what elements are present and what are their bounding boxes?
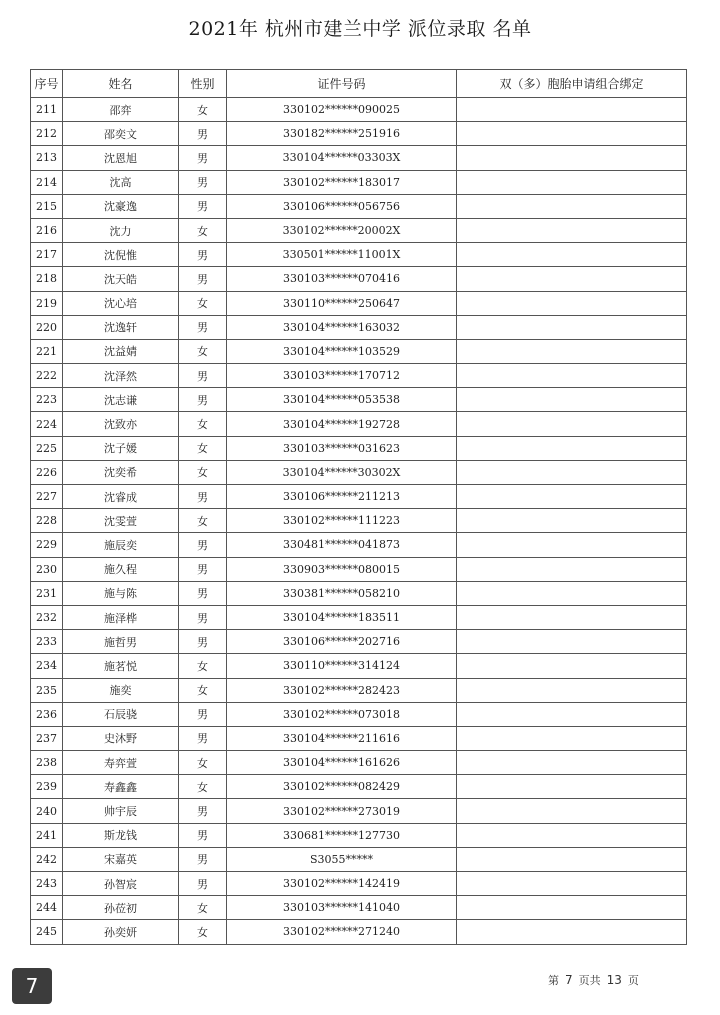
row-gender: 男	[179, 605, 227, 629]
row-gender: 男	[179, 726, 227, 750]
row-name: 施哲男	[63, 630, 179, 654]
row-index: 230	[31, 557, 63, 581]
table-row	[31, 509, 687, 533]
row-twin-binding	[457, 267, 687, 291]
row-index: 227	[31, 485, 63, 509]
row-index: 223	[31, 388, 63, 412]
row-gender: 男	[179, 315, 227, 339]
row-index: 234	[31, 654, 63, 678]
row-name: 史沐野	[63, 726, 179, 750]
row-gender: 女	[179, 509, 227, 533]
row-twin-binding	[457, 509, 687, 533]
row-twin-binding	[457, 485, 687, 509]
row-twin-binding	[457, 581, 687, 605]
row-name: 施辰奕	[63, 533, 179, 557]
row-gender: 男	[179, 533, 227, 557]
row-gender: 男	[179, 557, 227, 581]
row-gender: 女	[179, 291, 227, 315]
table-row	[31, 146, 687, 170]
table-row	[31, 557, 687, 581]
row-twin-binding	[457, 436, 687, 460]
table-row	[31, 267, 687, 291]
row-index: 225	[31, 436, 63, 460]
row-twin-binding	[457, 291, 687, 315]
row-index: 228	[31, 509, 63, 533]
row-twin-binding	[457, 896, 687, 920]
header-id-number: 证件号码	[227, 70, 457, 98]
row-id-number: 330481******041873	[227, 533, 457, 557]
table-row	[31, 775, 687, 799]
row-twin-binding	[457, 654, 687, 678]
row-twin-binding	[457, 460, 687, 484]
row-gender: 男	[179, 170, 227, 194]
row-id-number: 330106******202716	[227, 630, 457, 654]
row-index: 231	[31, 581, 63, 605]
row-twin-binding	[457, 799, 687, 823]
row-gender: 男	[179, 146, 227, 170]
row-twin-binding	[457, 702, 687, 726]
header-index: 序号	[31, 70, 63, 98]
table-row	[31, 533, 687, 557]
row-name: 施茗悦	[63, 654, 179, 678]
footer-suffix: 页	[627, 974, 639, 987]
table-row	[31, 799, 687, 823]
footer-mid: 页共	[578, 974, 601, 987]
row-index: 239	[31, 775, 63, 799]
table-row	[31, 194, 687, 218]
row-index: 245	[31, 920, 63, 944]
row-id-number: 330681******127730	[227, 823, 457, 847]
row-index: 241	[31, 823, 63, 847]
row-name: 邵奕文	[63, 122, 179, 146]
row-id-number: 330102******073018	[227, 702, 457, 726]
row-id-number: 330102******082429	[227, 775, 457, 799]
row-twin-binding	[457, 751, 687, 775]
row-twin-binding	[457, 122, 687, 146]
row-twin-binding	[457, 823, 687, 847]
table-row	[31, 460, 687, 484]
row-twin-binding	[457, 388, 687, 412]
table-row	[31, 581, 687, 605]
row-twin-binding	[457, 920, 687, 944]
row-twin-binding	[457, 364, 687, 388]
row-twin-binding	[457, 339, 687, 363]
row-name: 沈致亦	[63, 412, 179, 436]
row-name: 沈恩旭	[63, 146, 179, 170]
row-gender: 男	[179, 194, 227, 218]
row-name: 孙奕妍	[63, 920, 179, 944]
row-index: 216	[31, 218, 63, 242]
row-gender: 女	[179, 896, 227, 920]
table-row	[31, 243, 687, 267]
page-title: 2021年 杭州市建兰中学 派位录取 名单	[188, 18, 532, 40]
row-name: 石辰骁	[63, 702, 179, 726]
row-index: 237	[31, 726, 63, 750]
row-twin-binding	[457, 412, 687, 436]
row-index: 224	[31, 412, 63, 436]
table-row	[31, 678, 687, 702]
row-id-number: 330104******161626	[227, 751, 457, 775]
row-id-number: 330903******080015	[227, 557, 457, 581]
row-twin-binding	[457, 557, 687, 581]
row-id-number: 330102******142419	[227, 872, 457, 896]
row-index: 214	[31, 170, 63, 194]
row-name: 沈天皓	[63, 267, 179, 291]
row-id-number: S3055*****	[227, 847, 457, 871]
row-gender: 女	[179, 460, 227, 484]
page-badge: 7	[12, 968, 52, 1004]
row-gender: 男	[179, 485, 227, 509]
row-index: 213	[31, 146, 63, 170]
row-name: 帅宇辰	[63, 799, 179, 823]
row-gender: 女	[179, 339, 227, 363]
row-id-number: 330182******251916	[227, 122, 457, 146]
row-index: 238	[31, 751, 63, 775]
row-index: 222	[31, 364, 63, 388]
row-index: 217	[31, 243, 63, 267]
row-twin-binding	[457, 533, 687, 557]
row-name: 沈泽然	[63, 364, 179, 388]
table-row	[31, 339, 687, 363]
row-twin-binding	[457, 872, 687, 896]
row-id-number: 330102******090025	[227, 98, 457, 122]
row-name: 寿鑫鑫	[63, 775, 179, 799]
header-gender: 性别	[179, 70, 227, 98]
table-row	[31, 412, 687, 436]
table-row	[31, 170, 687, 194]
row-name: 施奕	[63, 678, 179, 702]
row-twin-binding	[457, 605, 687, 629]
row-name: 沈豪逸	[63, 194, 179, 218]
footer-prefix: 第	[548, 974, 559, 987]
row-gender: 女	[179, 920, 227, 944]
row-index: 226	[31, 460, 63, 484]
row-name: 孙莅初	[63, 896, 179, 920]
row-gender: 女	[179, 412, 227, 436]
table-row	[31, 122, 687, 146]
row-name: 邵弈	[63, 98, 179, 122]
row-id-number: 330110******314124	[227, 654, 457, 678]
table-header-row	[31, 70, 687, 98]
row-index: 236	[31, 702, 63, 726]
row-name: 沈力	[63, 218, 179, 242]
row-index: 229	[31, 533, 63, 557]
row-name: 沈逸轩	[63, 315, 179, 339]
row-name: 沈心培	[63, 291, 179, 315]
table-row	[31, 605, 687, 629]
table-row	[31, 630, 687, 654]
row-index: 233	[31, 630, 63, 654]
row-twin-binding	[457, 726, 687, 750]
table-row	[31, 702, 687, 726]
row-id-number: 330102******20002X	[227, 218, 457, 242]
row-id-number: 330102******111223	[227, 509, 457, 533]
row-index: 218	[31, 267, 63, 291]
row-twin-binding	[457, 775, 687, 799]
enrollment-table	[30, 69, 687, 945]
row-index: 212	[31, 122, 63, 146]
row-name: 斯龙钱	[63, 823, 179, 847]
row-id-number: 330104******103529	[227, 339, 457, 363]
table-row	[31, 896, 687, 920]
row-id-number: 330106******056756	[227, 194, 457, 218]
row-name: 沈雯萱	[63, 509, 179, 533]
row-twin-binding	[457, 630, 687, 654]
page-footer	[548, 972, 639, 988]
row-id-number: 330103******141040	[227, 896, 457, 920]
row-id-number: 330381******058210	[227, 581, 457, 605]
table-row	[31, 364, 687, 388]
table-row	[31, 823, 687, 847]
row-gender: 男	[179, 630, 227, 654]
row-gender: 女	[179, 218, 227, 242]
row-id-number: 330104******053538	[227, 388, 457, 412]
row-gender: 女	[179, 751, 227, 775]
row-gender: 女	[179, 98, 227, 122]
row-gender: 男	[179, 122, 227, 146]
row-gender: 女	[179, 678, 227, 702]
row-twin-binding	[457, 315, 687, 339]
table-row	[31, 436, 687, 460]
table-row	[31, 218, 687, 242]
row-twin-binding	[457, 678, 687, 702]
row-twin-binding	[457, 146, 687, 170]
table-row	[31, 654, 687, 678]
row-id-number: 330104******30302X	[227, 460, 457, 484]
table-row	[31, 98, 687, 122]
row-index: 232	[31, 605, 63, 629]
row-name: 寿弈萱	[63, 751, 179, 775]
table-row	[31, 315, 687, 339]
table-row	[31, 872, 687, 896]
row-gender: 男	[179, 823, 227, 847]
row-index: 211	[31, 98, 63, 122]
table-row	[31, 847, 687, 871]
row-id-number: 330106******211213	[227, 485, 457, 509]
row-id-number: 330501******11001X	[227, 243, 457, 267]
row-index: 240	[31, 799, 63, 823]
row-id-number: 330104******192728	[227, 412, 457, 436]
row-twin-binding	[457, 218, 687, 242]
row-name: 沈高	[63, 170, 179, 194]
row-gender: 男	[179, 872, 227, 896]
row-index: 219	[31, 291, 63, 315]
row-name: 沈奕希	[63, 460, 179, 484]
row-id-number: 330104******163032	[227, 315, 457, 339]
row-id-number: 330110******250647	[227, 291, 457, 315]
row-name: 宋嘉英	[63, 847, 179, 871]
row-gender: 男	[179, 702, 227, 726]
row-id-number: 330102******271240	[227, 920, 457, 944]
header-name: 姓名	[63, 70, 179, 98]
footer-total-pages: 13	[606, 973, 622, 987]
row-name: 孙智宸	[63, 872, 179, 896]
row-name: 沈志谦	[63, 388, 179, 412]
row-id-number: 330103******170712	[227, 364, 457, 388]
row-id-number: 330104******211616	[227, 726, 457, 750]
row-id-number: 330104******03303X	[227, 146, 457, 170]
row-name: 沈益婧	[63, 339, 179, 363]
row-id-number: 330103******031623	[227, 436, 457, 460]
header-twin-binding: 双（多）胞胎申请组合绑定	[457, 70, 687, 98]
row-twin-binding	[457, 194, 687, 218]
row-twin-binding	[457, 98, 687, 122]
row-twin-binding	[457, 170, 687, 194]
row-id-number: 330102******282423	[227, 678, 457, 702]
row-gender: 男	[179, 243, 227, 267]
row-gender: 男	[179, 388, 227, 412]
row-name: 施泽桦	[63, 605, 179, 629]
row-name: 沈子媛	[63, 436, 179, 460]
row-index: 215	[31, 194, 63, 218]
table-row	[31, 751, 687, 775]
row-name: 沈倪惟	[63, 243, 179, 267]
row-name: 施久程	[63, 557, 179, 581]
row-name: 沈睿成	[63, 485, 179, 509]
row-id-number: 330104******183511	[227, 605, 457, 629]
table-row	[31, 726, 687, 750]
row-index: 242	[31, 847, 63, 871]
row-index: 220	[31, 315, 63, 339]
row-id-number: 330102******183017	[227, 170, 457, 194]
table-row	[31, 291, 687, 315]
table-row	[31, 920, 687, 944]
row-gender: 男	[179, 799, 227, 823]
row-index: 244	[31, 896, 63, 920]
row-twin-binding	[457, 243, 687, 267]
row-gender: 男	[179, 267, 227, 291]
row-twin-binding	[457, 847, 687, 871]
row-id-number: 330102******273019	[227, 799, 457, 823]
row-gender: 男	[179, 581, 227, 605]
table-row	[31, 485, 687, 509]
row-index: 235	[31, 678, 63, 702]
table-row	[31, 388, 687, 412]
row-gender: 女	[179, 775, 227, 799]
row-gender: 女	[179, 436, 227, 460]
row-gender: 男	[179, 847, 227, 871]
row-index: 221	[31, 339, 63, 363]
row-gender: 男	[179, 364, 227, 388]
row-index: 243	[31, 872, 63, 896]
footer-current-page: 7	[565, 973, 573, 987]
row-name: 施与陈	[63, 581, 179, 605]
row-gender: 女	[179, 654, 227, 678]
row-id-number: 330103******070416	[227, 267, 457, 291]
